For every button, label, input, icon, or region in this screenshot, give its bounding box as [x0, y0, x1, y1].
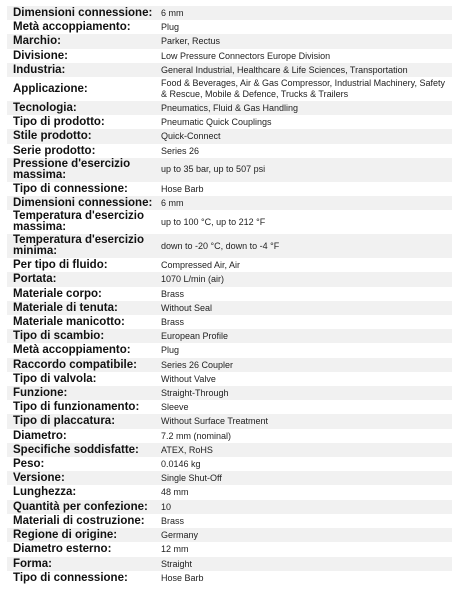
- spec-row: [7, 528, 452, 542]
- spec-value: up to 100 °C, up to 212 °F: [155, 210, 452, 234]
- spec-label: Lunghezza:: [7, 485, 155, 499]
- spec-value: Series 26 Coupler: [155, 358, 452, 372]
- spec-value: Quick-Connect: [155, 129, 452, 143]
- spec-label: Per tipo di fluido:: [7, 258, 155, 272]
- spec-value: Straight: [155, 557, 452, 571]
- spec-label: Materiale manicotto:: [7, 315, 155, 329]
- spec-label: Diametro esterno:: [7, 542, 155, 556]
- spec-value: 48 mm: [155, 485, 452, 499]
- spec-row: [7, 315, 452, 329]
- spec-value: Hose Barb: [155, 571, 452, 585]
- spec-label: Tipo di funzionamento:: [7, 400, 155, 414]
- spec-row: [7, 457, 452, 471]
- spec-row: [7, 414, 452, 428]
- spec-label: Stile prodotto:: [7, 129, 155, 143]
- spec-value: Without Valve: [155, 372, 452, 386]
- spec-row: [7, 358, 452, 372]
- spec-label: Peso:: [7, 457, 155, 471]
- spec-label: Tipo di connessione:: [7, 571, 155, 585]
- spec-value: Low Pressure Connectors Europe Division: [155, 49, 452, 63]
- spec-value: General Industrial, Healthcare & Life Sciences, Transportation: [155, 63, 452, 77]
- spec-label: Forma:: [7, 557, 155, 571]
- spec-value: Without Surface Treatment: [155, 414, 452, 428]
- spec-row: [7, 386, 452, 400]
- spec-row: [7, 343, 452, 357]
- spec-value: Plug: [155, 20, 452, 34]
- spec-row: [7, 258, 452, 272]
- spec-row: [7, 77, 452, 101]
- spec-label: Materiali di costruzione:: [7, 514, 155, 528]
- spec-value: ATEX, RoHS: [155, 443, 452, 457]
- spec-value: Compressed Air, Air: [155, 258, 452, 272]
- spec-label: Pressione d'esercizio massima:: [7, 158, 155, 182]
- spec-value: 6 mm: [155, 196, 452, 210]
- spec-label: Dimensioni connessione:: [7, 196, 155, 210]
- spec-label: Portata:: [7, 272, 155, 286]
- spec-row: [7, 101, 452, 115]
- spec-row: [7, 485, 452, 499]
- spec-label: Raccordo compatibile:: [7, 358, 155, 372]
- spec-value: Brass: [155, 514, 452, 528]
- spec-row: [7, 400, 452, 414]
- spec-value: Sleeve: [155, 400, 452, 414]
- spec-row: [7, 63, 452, 77]
- spec-row: [7, 372, 452, 386]
- spec-value: up to 35 bar, up to 507 psi: [155, 158, 452, 182]
- spec-label: Serie prodotto:: [7, 144, 155, 158]
- spec-table-body: [7, 6, 452, 585]
- spec-label: Applicazione:: [7, 77, 155, 101]
- spec-row: [7, 49, 452, 63]
- spec-label: Dimensioni connessione:: [7, 6, 155, 20]
- spec-value: 10: [155, 500, 452, 514]
- spec-row: [7, 301, 452, 315]
- spec-row: [7, 6, 452, 20]
- spec-value: Plug: [155, 343, 452, 357]
- spec-row: [7, 287, 452, 301]
- spec-value: down to -20 °C, down to -4 °F: [155, 234, 452, 258]
- spec-value: Single Shut-Off: [155, 471, 452, 485]
- spec-label: Divisione:: [7, 49, 155, 63]
- spec-label: Metà accoppiamento:: [7, 343, 155, 357]
- spec-label: Tipo di scambio:: [7, 329, 155, 343]
- spec-value: 0.0146 kg: [155, 457, 452, 471]
- spec-value: Parker, Rectus: [155, 34, 452, 48]
- spec-row: [7, 272, 452, 286]
- spec-value: Germany: [155, 528, 452, 542]
- spec-row: [7, 34, 452, 48]
- spec-row: [7, 210, 452, 234]
- spec-row: [7, 196, 452, 210]
- spec-row: [7, 542, 452, 556]
- spec-row: [7, 20, 452, 34]
- spec-value: Without Seal: [155, 301, 452, 315]
- spec-row: [7, 115, 452, 129]
- spec-value: Series 26: [155, 144, 452, 158]
- spec-row: [7, 471, 452, 485]
- spec-row: [7, 234, 452, 258]
- spec-row: [7, 557, 452, 571]
- spec-table: [7, 6, 452, 585]
- spec-row: [7, 443, 452, 457]
- spec-label: Regione di origine:: [7, 528, 155, 542]
- spec-value: Pneumatic Quick Couplings: [155, 115, 452, 129]
- spec-label: Metà accoppiamento:: [7, 20, 155, 34]
- spec-label: Materiale corpo:: [7, 287, 155, 301]
- spec-label: Tecnologia:: [7, 101, 155, 115]
- spec-row: [7, 571, 452, 585]
- spec-label: Diametro:: [7, 429, 155, 443]
- spec-value: Brass: [155, 315, 452, 329]
- spec-row: [7, 429, 452, 443]
- spec-value: Straight-Through: [155, 386, 452, 400]
- spec-row: [7, 158, 452, 182]
- spec-label: Tipo di prodotto:: [7, 115, 155, 129]
- spec-label: Temperatura d'esercizio massima:: [7, 210, 155, 234]
- spec-value: Food & Beverages, Air & Gas Compressor, Industrial Machinery, Safety & Rescue, Mobile & Defence, Trucks & Trailers: [155, 77, 452, 101]
- spec-row: [7, 329, 452, 343]
- spec-label: Temperatura d'esercizio minima:: [7, 234, 155, 258]
- spec-value: Hose Barb: [155, 182, 452, 196]
- spec-label: Materiale di tenuta:: [7, 301, 155, 315]
- spec-label: Industria:: [7, 63, 155, 77]
- spec-row: [7, 129, 452, 143]
- spec-value: Pneumatics, Fluid & Gas Handling: [155, 101, 452, 115]
- spec-value: 7.2 mm (nominal): [155, 429, 452, 443]
- spec-label: Versione:: [7, 471, 155, 485]
- spec-value: 1070 L/min (air): [155, 272, 452, 286]
- spec-row: [7, 514, 452, 528]
- spec-value: 6 mm: [155, 6, 452, 20]
- spec-value: 12 mm: [155, 542, 452, 556]
- spec-label: Quantità per confezione:: [7, 500, 155, 514]
- spec-row: [7, 144, 452, 158]
- spec-label: Tipo di connessione:: [7, 182, 155, 196]
- spec-row: [7, 182, 452, 196]
- spec-label: Specifiche soddisfatte:: [7, 443, 155, 457]
- spec-row: [7, 500, 452, 514]
- spec-label: Marchio:: [7, 34, 155, 48]
- spec-label: Tipo di valvola:: [7, 372, 155, 386]
- spec-value: European Profile: [155, 329, 452, 343]
- spec-label: Funzione:: [7, 386, 155, 400]
- spec-label: Tipo di placcatura:: [7, 414, 155, 428]
- spec-value: Brass: [155, 287, 452, 301]
